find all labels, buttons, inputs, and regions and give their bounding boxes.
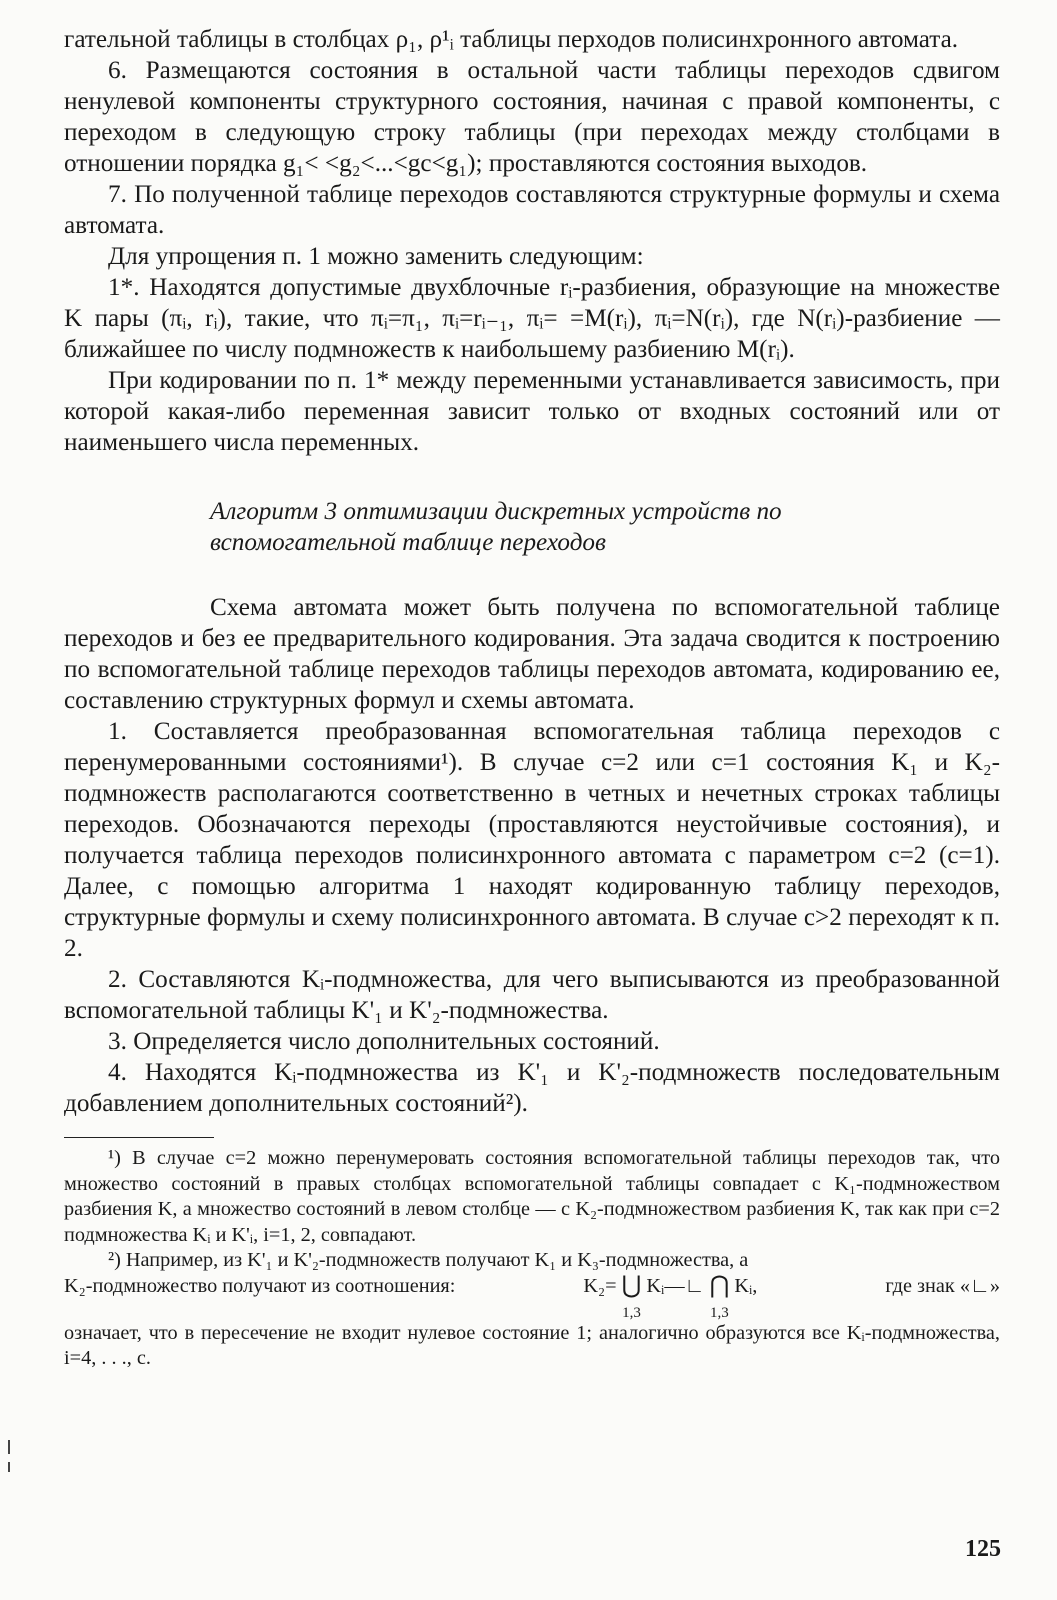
paragraph-step-1-star: 1*. Находятся допустимые двухблочные rᵢ-разбиения, образующие на множестве K пары (πᵢ, rᵢ), такие, что πᵢ=π₁, πᵢ=rᵢ₋₁, πᵢ= =M(rᵢ), πᵢ=N(rᵢ), где N(rᵢ)-разбиение — ближайшее по числу подмножеств к наибольшему разбиению M(rᵢ). [64,274,1000,363]
footnote-1: ¹) В случае c=2 можно перенумеровать состояния вспомогательной таблицы переходов так, что множество состояний в правых столбцах вспомогательной таблицы совпадает с K₁-подмножеством разбиения K, а множество состояний в левом столбце — с K₂-подмножеством разбиения K, так как при c=2 подмножества Kᵢ и K'ᵢ, i=1, 2, совпадают. [64,1147,1000,1246]
section-heading-line-2: вспомогательной таблице переходов [210,529,606,556]
footnote-2-formula-lead: K₂-подмножество получают из соотношения: [64,1274,456,1297]
footnote-2-rest: означает, что в пересечение не входит нулевое состояние 1; аналогично образуются все Kᵢ-подмножества, i=4, . . ., c. [64,1321,1000,1369]
paragraph-continuation: гательной таблицы в столбцах ρ₁, ρ¹ᵢ таблицы перходов полисинхронного автомата. [64,26,959,53]
paragraph-alg-step-4: 4. Находятся Kᵢ-подмножества из K'₁ и K'₂-подмножеств последовательным добавлением дополнительных состояний²). [64,1059,1000,1117]
union-operator: ⋃ 1,3 [621,1272,642,1321]
margin-mark [8,1462,10,1472]
section-heading-line-1: Алгоритм 3 оптимизации дискретных устройств по [210,498,782,525]
intersection-operator: ⋂ 1,3 [709,1272,730,1321]
footnote-2-formula [583,1274,757,1321]
formula-lhs: K₂= [583,1274,617,1297]
paragraph-alg-step-3: 3. Определяется число дополнительных состояний. [108,1028,660,1055]
paragraph-coding-note: При кодировании по п. 1* между переменными устанавливается зависимость, при которой какая-либо переменная зависит только от входных состояний или от наименьшего числа переменных. [64,367,1000,456]
paragraph-step-6: 6. Размещаются состояния в остальной части таблицы переходов сдвигом ненулевой компоненты структурного состояния, начиная с правой компоненты, с переходом в следующую строку таблицы (при переходах между столбцами в отношении порядка g₁< <g₂<...<gc<g₁); проставляются состояния выходов. [64,57,1000,177]
paragraph-simplification: Для упрощения п. 1 можно заменить следующим: [108,243,644,270]
footnotes [64,1146,1000,1372]
section-body [64,592,1000,1119]
paragraph-intro: Схема автомата может быть получена по вспомогательной таблице переходов и без ее предварительного кодирования. Эта задача сводится к построению по вспомогательной таблице переходов таблицы переходов автомата, кодированию ее, составлению структурных формул и схемы автомата. [64,594,1000,714]
footnote-rule [64,1137,214,1138]
section-heading [210,496,1000,558]
paragraph-step-7: 7. По полученной таблице переходов составляются структурные формулы и схема автомата. [64,181,1000,239]
page-content [64,24,1000,1372]
body-text [64,24,1000,458]
formula-term-1: Kᵢ—∟ [646,1274,705,1297]
footnote-2-formula-line [64,1274,1000,1321]
footnote-2-line-1: ²) Например, из K'₁ и K'₂-подмножеств получают K₁ и K₃-подмножества, а [108,1249,749,1271]
paragraph-alg-step-1: 1. Составляется преобразованная вспомогательная таблица переходов с перенумерованными состояниями¹). В случае c=2 или c=1 состояния K₁ и K₂-подмножеств располагаются соответственно в четных и нечетных строках таблицы переходов. Обозначаются переходы (проставляются неустойчивые состояния), и получается таблица переходов полисинхронного автомата с параметром c=2 (c=1). Далее, с помощью алгоритма 1 находят кодированную таблицу переходов, структурные формулы и схему полисинхронного автомата. В случае c>2 переходят к п. 2. [64,718,1000,962]
footnote-2-sign-text: где знак «∟» [885,1274,1000,1297]
paragraph-alg-step-2: 2. Составляются Kᵢ-подмножества, для чего выписываются из преобразованной вспомогательной таблицы K'₁ и K'₂-подмножества. [64,966,1000,1024]
page-number: 125 [965,1536,1001,1562]
margin-mark [8,1440,10,1454]
formula-term-2: Kᵢ, [734,1274,758,1297]
